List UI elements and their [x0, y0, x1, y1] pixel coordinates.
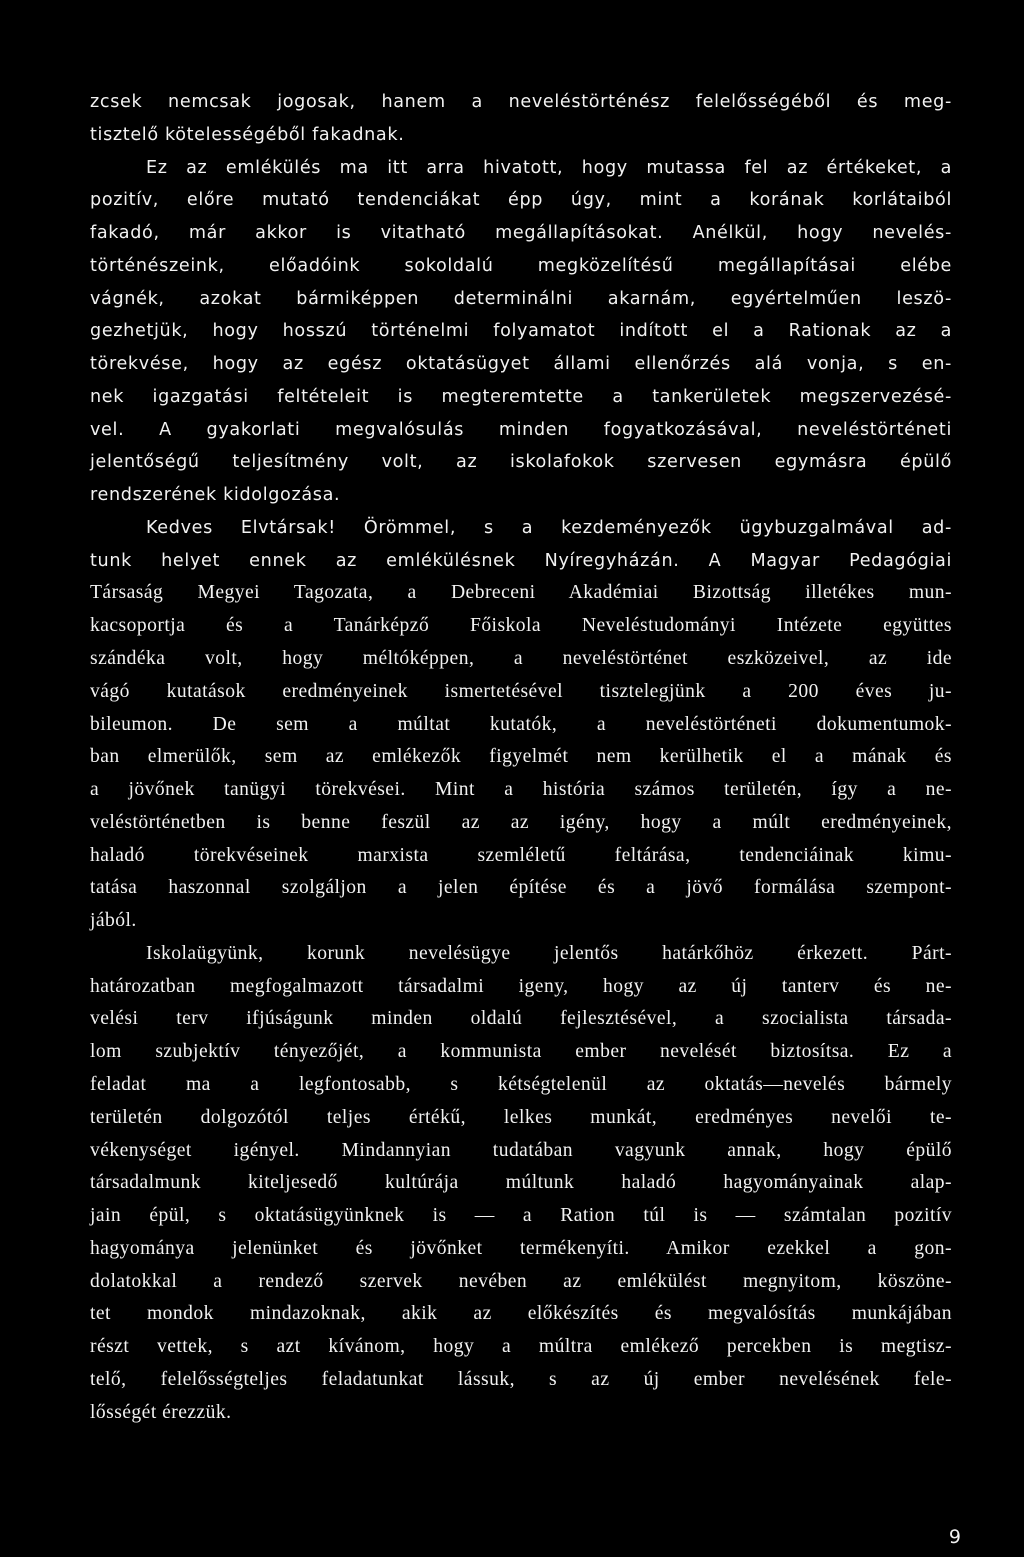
- text-line: tet mondok mindazoknak, akik az előkészítés és megvalósítás munkájában: [90, 1303, 952, 1325]
- text-line: pozitív, előre mutató tendenciákat épp úgy, mint a korának korlátaiból: [90, 190, 952, 211]
- text-line: Ez az emlékülés ma itt arra hivatott, hogy mutassa fel az értékeket, a: [146, 157, 952, 178]
- text-line: társadalmunk kiteljesedő kultúrája múltunk haladó hagyományainak alap-: [90, 1172, 952, 1194]
- text-line: részt vettek, s azt kívánom, hogy a múltra emlékező percekben is megtisz-: [90, 1336, 952, 1358]
- text-line: Kedves Elvtársak! Örömmel, s a kezdeményezők ügybuzgalmával ad-: [146, 517, 952, 538]
- text-line: veléstörténetben is benne feszül az az igény, hogy a múlt eredményeinek,: [90, 811, 952, 833]
- text-line: jából.: [90, 910, 137, 932]
- text-line: területén dolgozótól teljes értékű, lelkes munkát, eredményes nevelői te-: [90, 1106, 952, 1128]
- text-line: a jövőnek tanügyi törekvései. Mint a história számos területén, így a ne-: [90, 779, 952, 801]
- text-line: telő, felelősségteljes feladatunkat lássuk, s az új ember nevelésének fele-: [90, 1368, 952, 1390]
- text-line: lom szubjektív tényezőjét, a kommunista ember nevelését biztosítsa. Ez a: [90, 1041, 952, 1063]
- text-line: tisztelő kötelességéből fakadnak.: [90, 124, 405, 145]
- text-line: hagyománya jelenünket és jövőnket termékenyíti. Amikor ezekkel a gon-: [90, 1237, 952, 1259]
- text-line: gezhetjük, hogy hosszú történelmi folyamatot indított el a Rationak az a: [90, 321, 952, 342]
- text-line: történészeink, előadóink sokoldalú megközelítésű megállapításai elébe: [90, 255, 952, 276]
- text-line: Társaság Megyei Tagozata, a Debreceni Akadémiai Bizottság illetékes mun-: [90, 582, 952, 604]
- page-number: 9: [948, 1526, 961, 1548]
- text-line: vágnék, azokat bármiképpen determinálni akarnám, egyértelműen leszö-: [90, 288, 952, 309]
- text-line: tatása haszonnal szolgáljon a jelen építése és a jövő formálása szempont-: [90, 877, 952, 899]
- text-line: tunk helyet ennek az emlékülésnek Nyíregyházán. A Magyar Pedagógiai: [90, 550, 952, 571]
- text-line: határozatban megfogalmazott társadalmi igeny, hogy az új tanterv és ne-: [90, 975, 952, 997]
- text-line: feladat ma a legfontosabb, s kétségtelenül az oktatás—nevelés bármely: [90, 1073, 952, 1095]
- text-line: vel. A gyakorlati megvalósulás minden fogyatkozásával, neveléstörténeti: [90, 419, 952, 440]
- text-line: jelentőségű teljesítmény volt, az iskolafokok szervesen egymásra épülő: [90, 452, 952, 473]
- text-line: vágó kutatások eredményeinek ismertetésével tisztelegjünk a 200 éves ju-: [90, 680, 952, 702]
- text-line: lősségét érezzük.: [90, 1401, 232, 1423]
- text-line: nek igazgatási feltételeit is megteremtette a tankerületek megszervezésé-: [90, 386, 952, 407]
- text-line: fakadó, már akkor is vitatható megállapításokat. Anélkül, hogy nevelés-: [90, 223, 952, 244]
- text-line: Iskolaügyünk, korunk nevelésügye jelentős határkőhöz érkezett. Párt-: [146, 942, 952, 964]
- text-line: jain épül, s oktatásügyünknek is — a Ration túl is — számtalan pozitív: [90, 1205, 952, 1227]
- text-line: velési terv ifjúságunk minden oldalú fejlesztésével, a szocialista társada-: [90, 1008, 952, 1030]
- text-line: vékenységet igényel. Mindannyian tudatában vagyunk annak, hogy épülő: [90, 1139, 952, 1161]
- text-line: dolatokkal a rendező szervek nevében az emlékülést megnyitom, köszöne-: [90, 1270, 952, 1292]
- text-line: törekvése, hogy az egész oktatásügyet állami ellenőrzés alá vonja, s en-: [90, 354, 952, 375]
- body-text: [90, 86, 952, 1429]
- text-line: szándéka volt, hogy méltóképpen, a neveléstörténet eszközeivel, az ide: [90, 648, 952, 670]
- text-line: zcsek nemcsak jogosak, hanem a neveléstörténész felelősségéből és meg-: [90, 92, 952, 112]
- text-line: haladó törekvéseinek marxista szemléletű feltárása, tendenciáinak kimu-: [90, 844, 952, 866]
- text-line: bileumon. De sem a múltat kutatók, a neveléstörténeti dokumentumok-: [90, 713, 952, 735]
- text-line: rendszerének kidolgozása.: [90, 485, 341, 506]
- text-line: ban elmerülők, sem az emlékezők figyelmét nem kerülhetik el a mának és: [90, 746, 952, 768]
- text-line: kacsoportja és a Tanárképző Főiskola Neveléstudományi Intézete együttes: [90, 615, 952, 637]
